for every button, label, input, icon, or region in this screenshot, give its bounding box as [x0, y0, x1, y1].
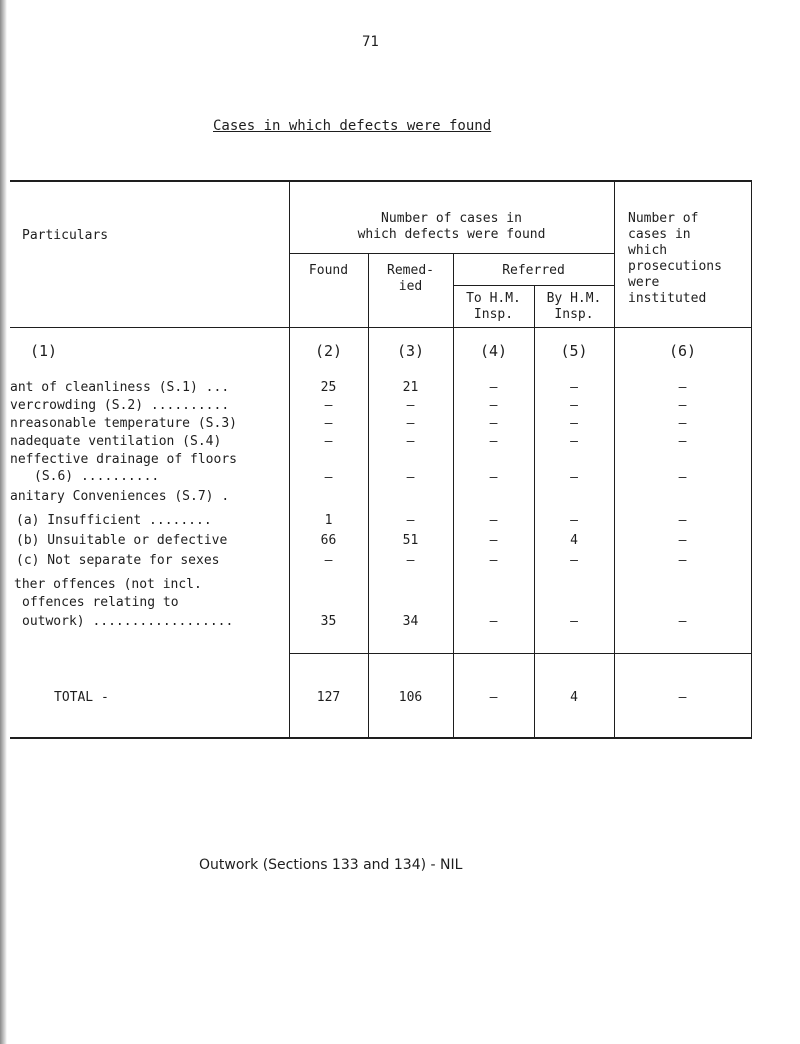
col-num-4: (4)	[479, 342, 508, 360]
rule-col-2	[368, 253, 369, 738]
cell-found: –	[324, 398, 333, 413]
header-prosecutions-line5: were	[628, 275, 660, 290]
row-label: anitary Conveniences (S.7) .	[10, 489, 230, 504]
header-remedied-line2: ied	[398, 279, 423, 294]
rule-col-5	[614, 180, 615, 738]
cell-prosecutions: –	[678, 416, 687, 431]
cell-by-hm: –	[570, 398, 578, 413]
cell-found: –	[324, 553, 333, 568]
total-found: 127	[316, 690, 341, 705]
rule-header-bottom	[10, 327, 752, 328]
cell-found: 25	[320, 380, 337, 395]
rule-col-3	[453, 253, 454, 738]
cell-remedied: –	[406, 416, 415, 431]
total-remedied: 106	[398, 690, 423, 705]
cell-by-hm: –	[570, 380, 578, 395]
cell-remedied: –	[406, 513, 415, 528]
row-label: vercrowding (S.2) ..........	[10, 398, 230, 413]
row-label: (a) Insufficient ........	[16, 513, 212, 528]
rule-total-top	[289, 653, 752, 654]
col-num-1: (1)	[30, 342, 58, 360]
row-label: offences relating to	[22, 595, 179, 610]
cell-remedied: 34	[402, 614, 419, 629]
cell-to-hm: –	[489, 614, 498, 629]
cell-remedied: –	[406, 398, 415, 413]
cell-prosecutions: –	[678, 470, 687, 485]
cell-prosecutions: –	[678, 513, 687, 528]
row-label: neffective drainage of floors	[10, 452, 237, 467]
header-prosecutions-line4: prosecutions	[628, 259, 722, 274]
row-label: (b) Unsuitable or defective	[16, 533, 228, 548]
cell-found: 66	[320, 533, 337, 548]
row-label: outwork) ..................	[22, 614, 234, 629]
cell-to-hm: –	[489, 513, 498, 528]
cell-found: 1	[324, 513, 333, 528]
header-prosecutions-line3: which	[628, 243, 668, 258]
header-by-hm-line2: Insp.	[554, 307, 594, 322]
row-label: (c) Not separate for sexes	[16, 553, 220, 568]
header-referred: Referred	[502, 263, 565, 278]
cell-found: –	[324, 470, 333, 485]
cell-by-hm: –	[570, 470, 578, 485]
cell-by-hm: –	[570, 614, 578, 629]
cell-by-hm: –	[570, 553, 578, 568]
header-to-hm-line2: Insp.	[473, 307, 514, 322]
total-label: TOTAL -	[54, 690, 109, 705]
header-prosecutions-line1: Number of	[628, 211, 699, 226]
header-prosecutions-line2: cases in	[628, 227, 691, 242]
cell-by-hm: –	[570, 434, 578, 449]
cell-found: –	[324, 416, 333, 431]
rule-group-bottom	[289, 253, 614, 254]
header-by-hm-line1: By H.M.	[546, 291, 602, 306]
cell-prosecutions: –	[678, 434, 687, 449]
header-particulars: Particulars	[22, 228, 109, 243]
row-label: (S.6) ..........	[34, 469, 160, 484]
cell-to-hm: –	[489, 398, 498, 413]
cell-remedied: 21	[402, 380, 419, 395]
rule-col-6	[751, 180, 752, 738]
col-num-2: (2)	[314, 342, 343, 360]
header-group-line2: which defects were found	[357, 227, 546, 242]
cell-remedied: –	[406, 470, 415, 485]
page-title: Cases in which defects were found	[213, 118, 492, 134]
cell-remedied: –	[406, 434, 415, 449]
cell-prosecutions: –	[678, 533, 687, 548]
cell-found: –	[324, 434, 333, 449]
cell-found: 35	[320, 614, 337, 629]
row-label: nreasonable temperature (S.3)	[10, 416, 237, 431]
row-label: nadequate ventilation (S.4)	[10, 434, 222, 449]
col-num-6: (6)	[668, 342, 697, 360]
header-remedied-line1: Remed-	[387, 263, 434, 278]
cell-prosecutions: –	[678, 398, 687, 413]
col-num-3: (3)	[396, 342, 425, 360]
total-by-hm: 4	[570, 690, 578, 705]
cell-remedied: 51	[402, 533, 419, 548]
cell-remedied: –	[406, 553, 415, 568]
total-prosecutions: –	[678, 690, 687, 705]
rule-top	[10, 180, 752, 182]
cell-to-hm: –	[489, 533, 498, 548]
cell-to-hm: –	[489, 553, 498, 568]
cell-to-hm: –	[489, 416, 498, 431]
header-to-hm-line1: To H.M.	[466, 291, 521, 306]
header-group-line1: Number of cases in	[381, 211, 522, 226]
page-number: 71	[362, 34, 379, 50]
cell-by-hm: –	[570, 416, 578, 431]
cell-to-hm: –	[489, 380, 498, 395]
cell-to-hm: –	[489, 434, 498, 449]
cell-by-hm: –	[570, 513, 578, 528]
footer-note: Outwork (Sections 133 and 134) - NIL	[199, 857, 463, 873]
header-prosecutions-line6: instituted	[628, 291, 707, 306]
header-found: Found	[308, 263, 349, 278]
cell-prosecutions: –	[678, 553, 687, 568]
cell-prosecutions: –	[678, 614, 687, 629]
cell-to-hm: –	[489, 470, 498, 485]
cell-prosecutions: –	[678, 380, 687, 395]
col-num-5: (5)	[560, 342, 588, 360]
total-to-hm: –	[489, 690, 498, 705]
row-label: ther offences (not incl.	[14, 577, 202, 592]
rule-bottom	[10, 737, 752, 739]
cell-by-hm: 4	[570, 533, 578, 548]
row-label: ant of cleanliness (S.1) ...	[10, 380, 230, 395]
